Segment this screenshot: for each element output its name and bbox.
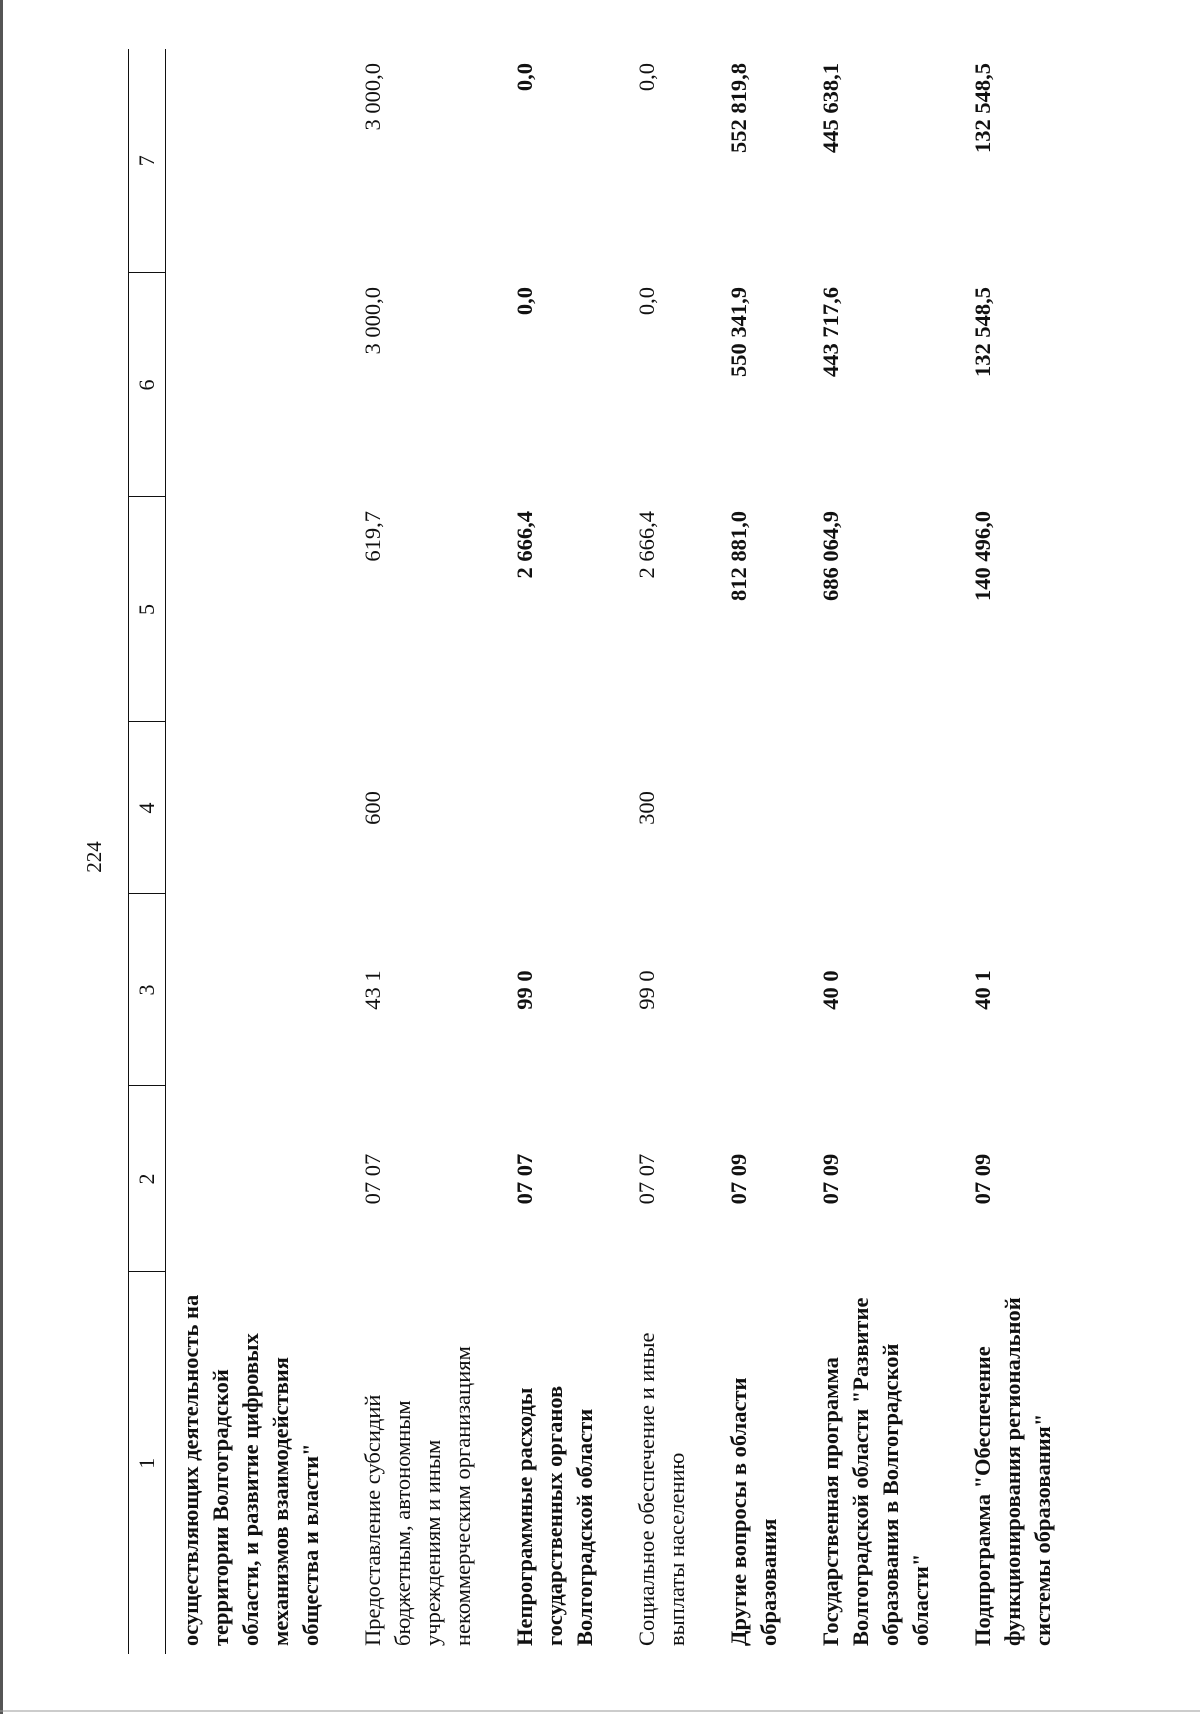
program-code: 99 0 [634, 970, 659, 1010]
column-header: 4 [129, 722, 166, 894]
row-name: Другие вопросы в области образования [726, 1377, 781, 1646]
amount-col5 [166, 497, 349, 722]
amount-col7: 132 548,5 [970, 63, 995, 153]
program-code: 40 1 [970, 970, 995, 1010]
table-row [622, 49, 714, 1654]
column-header: 5 [129, 497, 166, 722]
table-row [714, 49, 806, 1654]
section-code: 07 07 [634, 1153, 659, 1205]
expense-type-code [958, 722, 1080, 894]
expense-type-code [166, 722, 349, 894]
expense-type-code [500, 722, 622, 894]
amount-col6: 0,0 [634, 287, 659, 316]
expense-type-code [714, 722, 806, 894]
program-code: 99 0 [512, 970, 537, 1010]
table-row [166, 49, 349, 1654]
amount-col6: 443 717,6 [818, 287, 843, 377]
table-row [348, 49, 500, 1654]
table-row [806, 49, 958, 1654]
amount-col5: 2 666,4 [512, 511, 537, 579]
row-name: осуществляющих деятельность на территории Волгоградской области, и развитие цифровых механизмов взаимодействия общества и власти" [178, 1294, 323, 1646]
amount-col7: 445 638,1 [818, 63, 843, 153]
program-code [714, 894, 806, 1086]
table-row [958, 49, 1080, 1654]
amount-col6: 132 548,5 [970, 287, 995, 377]
section-code: 07 07 [360, 1153, 385, 1205]
page-number: 224 [82, 841, 106, 873]
amount-col7: 3 000,0 [360, 63, 385, 131]
section-code [166, 1086, 349, 1272]
section-code: 07 07 [512, 1153, 537, 1205]
row-name: Непрограммные расходы государственных органов Волгоградской области [512, 1385, 597, 1646]
column-header: 3 [129, 894, 166, 1086]
amount-col6 [166, 273, 349, 497]
expense-type-code: 600 [360, 791, 385, 825]
amount-col7: 552 819,8 [726, 63, 751, 153]
section-code: 07 09 [818, 1153, 843, 1205]
amount-col5: 2 666,4 [634, 511, 659, 579]
column-header: 2 [129, 1086, 166, 1272]
program-code: 43 1 [360, 970, 385, 1010]
amount-col5: 812 881,0 [726, 511, 751, 601]
amount-col5: 619,7 [360, 511, 385, 562]
column-header-row [129, 49, 166, 1654]
row-name: Социальное обеспечение и иные выплаты населению [634, 1332, 689, 1646]
column-header: 7 [129, 49, 166, 273]
amount-col5: 140 496,0 [970, 511, 995, 601]
section-code: 07 09 [726, 1153, 751, 1205]
expense-type-code: 300 [634, 791, 659, 825]
expense-type-code [806, 722, 958, 894]
amount-col6: 550 341,9 [726, 287, 751, 377]
amount-col7: 0,0 [512, 63, 537, 92]
program-code: 40 0 [818, 970, 843, 1010]
program-code [166, 894, 349, 1086]
row-name: Государственная программа Волгоградской области "Развитие образования в Волгоградской области" [818, 1297, 933, 1646]
section-code: 07 09 [970, 1153, 995, 1205]
column-header: 1 [129, 1272, 166, 1654]
row-name: Предоставление субсидий бюджетным, автономным учреждениям и иным некоммерческим организациям [360, 1346, 475, 1646]
table-row [500, 49, 622, 1654]
amount-col5: 686 064,9 [818, 511, 843, 601]
amount-col6: 3 000,0 [360, 287, 385, 355]
amount-col7: 0,0 [634, 63, 659, 92]
row-name: Подпрограмма "Обеспечение функционирования региональной системы образования" [970, 1297, 1055, 1646]
amount-col7 [166, 49, 349, 273]
column-header: 6 [129, 273, 166, 497]
amount-col6: 0,0 [512, 287, 537, 316]
budget-table [128, 49, 1080, 1654]
